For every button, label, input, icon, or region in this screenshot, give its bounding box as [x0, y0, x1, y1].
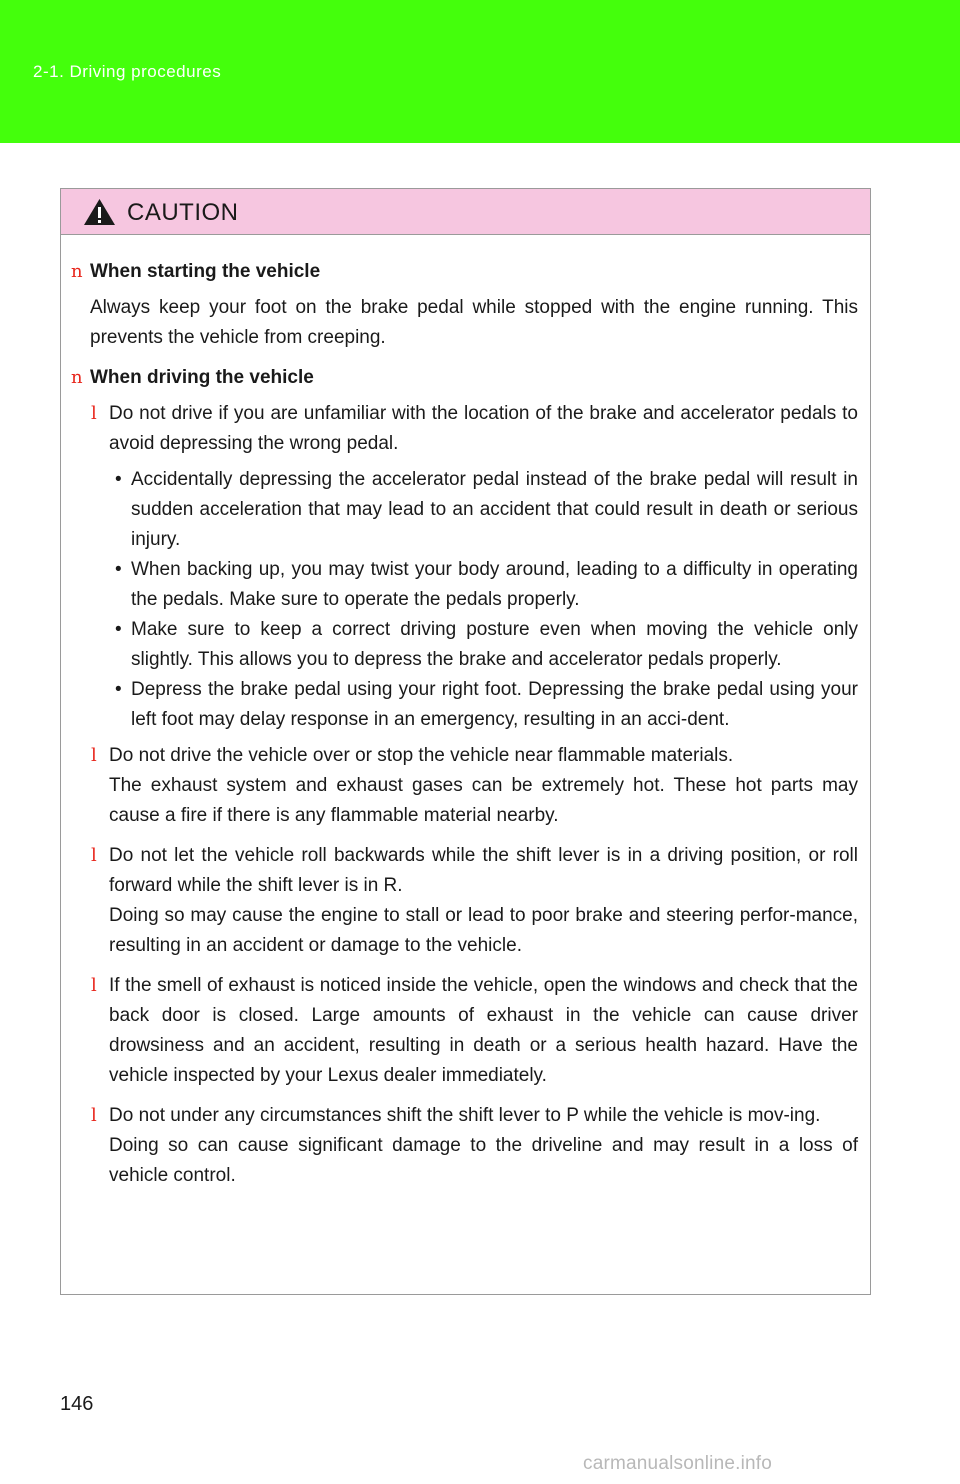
sub-list — [71, 465, 858, 735]
bullet-text: Do not drive if you are unfamiliar with the location of the brake and accelerator pedals to avoid depressing the wrong pedal. — [109, 403, 858, 454]
bullet-marker: l — [91, 975, 97, 996]
bullet-marker: l — [91, 1105, 97, 1126]
sub-text: Accidentally depressing the accelerator pedal instead of the brake pedal will result in sudden acceleration that may lead to an accident that could result in death or serious injury. — [131, 469, 858, 550]
bullet-text: Do not let the vehicle roll backwards while the shift lever is in a driving position, or roll forward while the shift lever is in R. — [109, 845, 858, 896]
starting-text: Always keep your foot on the brake pedal while stopped with the engine running. This prevents the vehicle from creeping. — [90, 297, 858, 348]
sub-marker: • — [115, 679, 122, 700]
page-number: 146 — [60, 1393, 94, 1415]
bullet-text-cont: Doing so may cause the engine to stall or lead to poor brake and steering perfor-mance, resulting in an accident or damage to the vehicle. — [109, 905, 858, 956]
caution-label: CAUTION — [127, 199, 239, 226]
sub-text: When backing up, you may twist your body around, leading to a difficulty in operating the pedals. Make sure to operate the pedals properly. — [131, 559, 858, 610]
heading-driving — [71, 363, 858, 393]
sub-text: Depress the brake pedal using your right foot. Depressing the brake pedal using your left foot may delay response in an emergency, resulting in an acci-dent. — [131, 679, 858, 730]
heading-marker: n — [71, 261, 83, 282]
heading-text: When starting the vehicle — [90, 261, 321, 282]
sub-item — [71, 555, 858, 615]
bullet-marker: l — [91, 745, 97, 766]
bullet-item — [71, 971, 858, 1091]
caution-header — [61, 189, 870, 235]
section-title: 2-1. Driving procedures — [33, 62, 222, 81]
warning-triangle-icon — [83, 198, 116, 226]
sub-text: Make sure to keep a correct driving posture even when moving the vehicle only slightly. This allows you to depress the brake and accelerator pedals properly. — [131, 619, 858, 670]
caution-body — [61, 235, 870, 1191]
bullet-item — [71, 841, 858, 961]
sub-item — [71, 465, 858, 555]
bullet-item — [71, 399, 858, 459]
caution-box — [60, 188, 871, 1295]
bullet-marker: l — [91, 845, 97, 866]
bullet-marker: l — [91, 403, 97, 424]
heading-marker: n — [71, 367, 83, 388]
heading-text: When driving the vehicle — [90, 367, 314, 388]
bullet-text: If the smell of exhaust is noticed inside the vehicle, open the windows and check that the back door is closed. Large amounts of exhaust in the vehicle can cause driver drowsiness and an accident, resulting in death or a serious health hazard. Have the vehicle inspected by your Lexus dealer immediately. — [109, 975, 858, 1086]
bullet-item — [71, 741, 858, 831]
bullet-item — [71, 1101, 858, 1191]
sub-item — [71, 615, 858, 675]
sub-marker: • — [115, 559, 122, 580]
bullet-text-cont: Doing so can cause significant damage to the driveline and may result in a loss of vehicle control. — [109, 1135, 858, 1186]
bullet-text-cont: The exhaust system and exhaust gases can be extremely hot. These hot parts may cause a fire if there is any flammable material nearby. — [109, 775, 858, 826]
bullet-text: Do not under any circumstances shift the shift lever to P while the vehicle is mov-ing. — [109, 1105, 821, 1126]
sub-marker: • — [115, 469, 122, 490]
bullet-text: Do not drive the vehicle over or stop the vehicle near flammable materials. — [109, 745, 734, 766]
watermark: carmanualsonline.info — [583, 1453, 773, 1474]
header-band — [0, 0, 960, 143]
heading-starting — [71, 257, 858, 287]
sub-marker: • — [115, 619, 122, 640]
sub-item — [71, 675, 858, 735]
